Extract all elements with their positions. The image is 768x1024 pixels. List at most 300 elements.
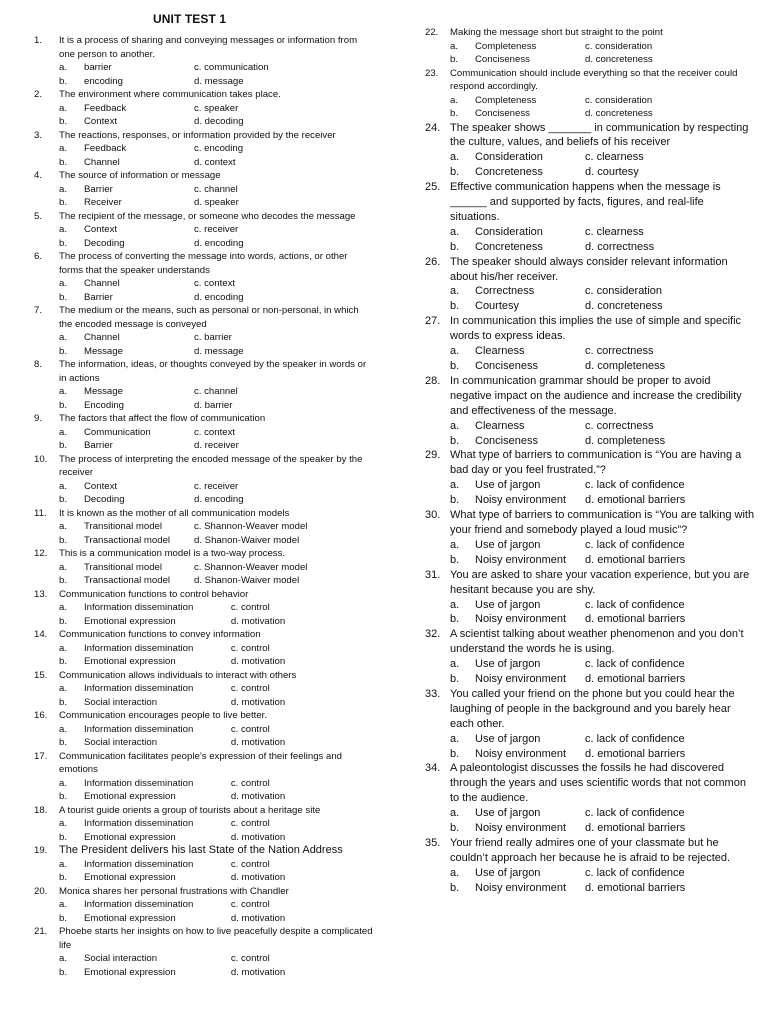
option-letter: b.: [59, 872, 68, 883]
option-c: [231, 601, 374, 615]
option-text: Transactional model: [84, 534, 171, 546]
option-letter: a.: [450, 807, 460, 820]
option-d: [194, 291, 344, 305]
option-text: c. clearness: [585, 151, 644, 164]
question-number: 28.: [425, 374, 441, 387]
question-item: [425, 121, 755, 181]
question-item: [34, 588, 374, 629]
option-c: [585, 657, 735, 672]
option-text: Emotional expression: [84, 872, 176, 883]
question-number: 13.: [34, 588, 48, 600]
option-a: [450, 419, 585, 434]
option-letter: b.: [59, 615, 68, 627]
option-letter: b.: [59, 534, 68, 546]
question-text: Phoebe starts her insights on how to live peacefully despite a complicated life: [59, 926, 373, 951]
option-a: [59, 426, 194, 440]
question-number: 8.: [34, 359, 43, 370]
option-a: [450, 284, 585, 299]
option-text: d. receiver: [194, 440, 239, 451]
option-letter: a.: [59, 102, 68, 114]
option-c: [231, 682, 374, 696]
option-d: [585, 747, 735, 762]
options-row: [34, 156, 374, 170]
option-text: d. encoding: [194, 494, 244, 505]
option-text: Context: [84, 224, 118, 235]
option-c: [585, 478, 735, 493]
option-b: [59, 196, 194, 210]
option-text: c. correctness: [585, 419, 654, 432]
option-b: [59, 75, 194, 89]
option-text: d. emotional barriers: [585, 881, 686, 894]
question-line: [425, 374, 755, 419]
options-row: [34, 61, 374, 75]
option-b: [59, 615, 231, 629]
option-c: [194, 480, 344, 494]
option-letter: b.: [450, 553, 460, 566]
question-text: In communication grammar should be proper to avoid negative impact on the audience and increase the credibility and effectiveness of the message.: [450, 374, 742, 417]
options-row: [425, 94, 755, 108]
option-a: [59, 601, 231, 615]
options-row: [34, 723, 374, 737]
option-b: [59, 115, 194, 129]
question-number: 17.: [34, 750, 48, 762]
option-text: Context: [84, 480, 118, 492]
option-text: Decoding: [84, 494, 125, 505]
option-text: c. barrier: [194, 332, 232, 343]
option-a: [450, 150, 585, 165]
option-letter: a.: [450, 151, 460, 164]
option-text: d. motivation: [230, 912, 286, 924]
question-line: [34, 88, 374, 102]
option-a: [59, 223, 194, 237]
option-a: [59, 817, 231, 831]
option-b: [59, 696, 231, 710]
option-letter: b.: [450, 54, 459, 65]
option-text: c. Shannon-Weaver model: [194, 561, 308, 573]
options-row: [425, 165, 755, 180]
question-number: 24.: [425, 121, 441, 134]
option-text: Transactional model: [84, 575, 171, 586]
options-row: [425, 419, 755, 434]
option-c: [585, 40, 735, 54]
option-letter: a.: [450, 419, 460, 432]
option-text: Feedback: [84, 143, 127, 154]
question-item: [425, 627, 755, 687]
option-letter: b.: [59, 116, 68, 127]
option-a: [59, 142, 194, 156]
options-row: [34, 831, 374, 845]
option-d: [585, 299, 735, 314]
option-d: [231, 871, 374, 885]
option-a: [59, 682, 231, 696]
options-row: [34, 912, 374, 926]
options-row: [425, 284, 755, 299]
question-item: [34, 358, 374, 412]
question-item: [34, 507, 374, 548]
option-text: d. Shanon-Waiver model: [194, 534, 300, 546]
option-a: [450, 538, 585, 553]
option-text: c. speaker: [194, 102, 239, 114]
option-a: [59, 277, 194, 291]
question-number: 14.: [34, 629, 48, 640]
question-number: 10.: [34, 453, 48, 465]
option-c: [585, 150, 735, 165]
option-b: [450, 553, 585, 568]
option-d: [231, 831, 374, 845]
question-line: [34, 129, 374, 143]
option-a: [59, 480, 194, 494]
option-letter: a.: [59, 858, 68, 870]
option-a: [59, 952, 231, 966]
option-text: d. Shanon-Waiver model: [194, 575, 300, 586]
option-text: Emotional expression: [84, 912, 176, 924]
option-d: [585, 107, 735, 121]
options-row: [34, 871, 374, 885]
option-text: Correctness: [475, 285, 535, 298]
option-text: c. control: [230, 683, 270, 694]
option-text: Context: [84, 116, 118, 127]
option-b: [59, 831, 231, 845]
option-text: c. correctness: [585, 345, 654, 358]
option-text: d. completeness: [585, 360, 666, 372]
question-number: 34.: [425, 762, 441, 775]
question-item: [425, 687, 755, 762]
option-letter: b.: [59, 156, 68, 168]
question-number: 7.: [34, 305, 43, 316]
question-item: [34, 129, 374, 170]
options-row: [34, 966, 374, 980]
option-letter: b.: [59, 291, 68, 303]
option-c: [194, 385, 344, 399]
option-b: [59, 534, 194, 548]
option-c: [194, 102, 344, 116]
option-a: [59, 520, 194, 534]
question-item: [34, 88, 374, 129]
option-c: [585, 94, 735, 108]
question-text: A paleontologist discusses the fossils he had discovered through the years and uses scientific words that not common to the audience.: [450, 762, 746, 805]
option-d: [194, 534, 344, 548]
option-letter: a.: [450, 285, 460, 298]
question-item: [34, 453, 374, 507]
question-line: [425, 180, 755, 225]
question-text: This is a communication model is a two-way process.: [59, 548, 286, 559]
options-row: [425, 747, 755, 762]
question-number: 3.: [34, 129, 43, 141]
option-a: [450, 478, 585, 493]
option-text: c. consideration: [585, 285, 663, 298]
question-line: [425, 67, 755, 94]
option-d: [194, 399, 344, 413]
option-c: [231, 777, 374, 791]
question-text: Communication facilitates people’s expression of their feelings and emotions: [59, 750, 342, 775]
option-text: c. control: [230, 899, 270, 910]
option-b: [59, 966, 231, 980]
options-row: [425, 359, 755, 374]
options-row: [425, 866, 755, 881]
option-text: d. encoding: [194, 237, 244, 249]
option-text: d. correctness: [585, 240, 655, 253]
options-row: [425, 657, 755, 672]
question-number: 5.: [34, 210, 43, 222]
option-a: [59, 723, 231, 737]
option-d: [585, 821, 735, 836]
option-text: Concreteness: [475, 166, 543, 179]
question-item: [425, 508, 755, 568]
options-row: [34, 426, 374, 440]
option-letter: b.: [59, 197, 68, 208]
option-letter: a.: [59, 386, 68, 397]
option-text: c. control: [230, 777, 270, 789]
option-letter: b.: [450, 360, 460, 372]
options-row: [34, 655, 374, 669]
option-text: c. Shannon-Weaver model: [194, 521, 308, 532]
question-number: 33.: [425, 687, 441, 700]
option-c: [194, 520, 344, 534]
option-text: c. lack of confidence: [585, 598, 685, 611]
option-b: [59, 399, 194, 413]
option-text: c. control: [230, 602, 270, 613]
option-text: Information dissemination: [84, 723, 194, 735]
option-c: [231, 952, 374, 966]
question-number: 15.: [34, 669, 48, 681]
option-text: c. encoding: [194, 143, 244, 154]
option-text: c. clearness: [585, 225, 644, 238]
option-b: [450, 747, 585, 762]
question-line: [34, 507, 374, 521]
option-text: c. context: [194, 278, 236, 289]
option-a: [59, 385, 194, 399]
question-line: [425, 836, 755, 866]
option-a: [59, 102, 194, 116]
option-d: [231, 790, 374, 804]
options-row: [34, 480, 374, 494]
options-row: [425, 821, 755, 836]
option-letter: b.: [450, 434, 460, 447]
option-b: [59, 291, 194, 305]
option-text: c. receiver: [194, 480, 239, 492]
option-text: Use of jargon: [475, 732, 541, 745]
options-row: [34, 183, 374, 197]
option-c: [231, 858, 374, 872]
option-a: [450, 806, 585, 821]
question-item: [34, 34, 374, 88]
option-letter: a.: [59, 602, 68, 613]
option-text: c. control: [230, 953, 270, 964]
option-a: [59, 777, 231, 791]
option-b: [59, 493, 194, 507]
option-text: c. channel: [194, 386, 238, 397]
question-item: [34, 169, 374, 210]
question-item: [34, 210, 374, 251]
options-row: [425, 732, 755, 747]
option-a: [59, 183, 194, 197]
option-c: [585, 344, 735, 359]
option-text: c. control: [230, 818, 270, 829]
option-letter: a.: [59, 183, 68, 195]
option-text: encoding: [84, 75, 123, 87]
option-d: [194, 237, 344, 251]
option-d: [231, 736, 374, 750]
option-text: Conciseness: [475, 108, 530, 119]
question-line: [425, 26, 755, 40]
question-item: [34, 925, 374, 979]
option-text: c. context: [194, 426, 236, 438]
options-row: [34, 75, 374, 89]
option-c: [231, 723, 374, 737]
option-text: d. concreteness: [585, 108, 653, 119]
option-a: [450, 866, 585, 881]
option-text: Decoding: [84, 237, 125, 249]
option-letter: a.: [59, 278, 68, 289]
question-number: 29.: [425, 449, 441, 462]
options-row: [34, 777, 374, 791]
options-row: [34, 574, 374, 588]
option-letter: b.: [450, 108, 459, 119]
option-text: Information dissemination: [84, 602, 194, 613]
option-b: [450, 434, 585, 449]
option-letter: a.: [59, 777, 68, 789]
option-b: [59, 156, 194, 170]
question-number: 21.: [34, 926, 48, 937]
option-d: [585, 493, 735, 508]
option-letter: a.: [59, 899, 68, 910]
option-d: [194, 156, 344, 170]
question-number: 1.: [34, 35, 43, 46]
option-letter: b.: [59, 399, 68, 411]
option-b: [59, 237, 194, 251]
option-letter: b.: [59, 494, 68, 505]
option-a: [59, 858, 231, 872]
question-line: [34, 304, 374, 331]
option-b: [59, 790, 231, 804]
option-text: c. channel: [194, 183, 238, 195]
option-a: [59, 61, 194, 75]
question-number: 23.: [425, 67, 439, 79]
options-row: [425, 344, 755, 359]
option-letter: a.: [450, 345, 460, 358]
option-d: [194, 115, 344, 129]
option-letter: a.: [450, 658, 460, 671]
option-text: barrier: [84, 62, 112, 73]
option-a: [450, 598, 585, 613]
option-b: [59, 439, 194, 453]
option-text: c. consideration: [585, 40, 653, 52]
option-c: [194, 61, 344, 75]
option-text: Channel: [84, 332, 120, 343]
option-letter: a.: [59, 723, 68, 735]
option-text: Clearness: [475, 419, 525, 432]
option-text: c. lack of confidence: [585, 866, 685, 879]
option-text: Barrier: [84, 440, 113, 451]
option-text: d. concreteness: [585, 300, 663, 313]
options-row: [34, 399, 374, 413]
question-text: A tourist guide orients a group of tourists about a heritage site: [59, 804, 321, 816]
option-d: [194, 345, 344, 359]
question-line: [34, 547, 374, 561]
option-a: [450, 40, 585, 54]
options-row: [34, 115, 374, 129]
option-text: Clearness: [475, 345, 525, 358]
options-row: [34, 142, 374, 156]
option-text: d. motivation: [230, 966, 286, 978]
question-line: [34, 169, 374, 183]
question-text: It is known as the mother of all communication models: [59, 507, 290, 519]
option-a: [450, 344, 585, 359]
options-row: [425, 434, 755, 449]
question-number: 12.: [34, 548, 48, 559]
option-text: Emotional expression: [84, 966, 176, 978]
option-text: d. emotional barriers: [585, 822, 686, 835]
option-b: [450, 53, 585, 67]
option-letter: b.: [59, 656, 68, 667]
options-row: [425, 881, 755, 896]
option-c: [194, 331, 344, 345]
options-row: [425, 299, 755, 314]
option-text: Courtesy: [475, 300, 520, 313]
options-row: [34, 790, 374, 804]
option-text: d. motivation: [230, 791, 286, 802]
option-d: [585, 240, 735, 255]
option-letter: a.: [59, 683, 68, 694]
option-text: d. emotional barriers: [585, 673, 686, 686]
option-a: [450, 657, 585, 672]
question-text: You called your friend on the phone but you could hear the laughing of people in the background and you barely hear each other.: [450, 687, 735, 730]
option-d: [194, 75, 344, 89]
question-line: [34, 709, 374, 723]
option-text: d. motivation: [230, 872, 286, 883]
question-line: [34, 885, 374, 899]
option-text: Channel: [84, 278, 120, 289]
question-text: You are asked to share your vacation experience, but you are hesitant because you are shy.: [450, 568, 750, 596]
option-d: [585, 53, 735, 67]
question-line: [425, 761, 755, 806]
option-text: Social interaction: [84, 953, 158, 964]
right-column: [425, 26, 755, 896]
question-text: Communication allows individuals to interact with others: [59, 669, 297, 681]
option-text: Conciseness: [475, 434, 538, 447]
option-text: Noisy environment: [475, 673, 567, 686]
options-row: [34, 385, 374, 399]
options-row: [34, 493, 374, 507]
option-letter: a.: [59, 143, 68, 154]
option-d: [194, 493, 344, 507]
option-c: [194, 277, 344, 291]
option-text: Completeness: [475, 40, 537, 52]
option-letter: b.: [59, 75, 68, 87]
question-number: 31.: [425, 568, 441, 581]
option-letter: b.: [59, 440, 68, 451]
option-letter: b.: [450, 240, 460, 253]
option-letter: a.: [59, 426, 68, 438]
options-row: [425, 53, 755, 67]
options-row: [34, 223, 374, 237]
option-a: [59, 331, 194, 345]
question-line: [34, 925, 374, 952]
option-b: [450, 821, 585, 836]
option-b: [450, 359, 585, 374]
options-row: [425, 612, 755, 627]
option-text: Communication: [84, 426, 151, 438]
question-text: The process of interpreting the encoded message of the speaker by the receiver: [59, 453, 363, 478]
question-number: 35.: [425, 837, 441, 849]
option-text: d. emotional barriers: [585, 553, 686, 566]
question-item: [425, 761, 755, 836]
option-c: [194, 561, 344, 575]
question-text: Communication functions to convey information: [59, 629, 261, 640]
option-letter: a.: [59, 642, 68, 654]
question-text: The source of information or message: [59, 170, 221, 181]
option-letter: b.: [450, 300, 460, 313]
